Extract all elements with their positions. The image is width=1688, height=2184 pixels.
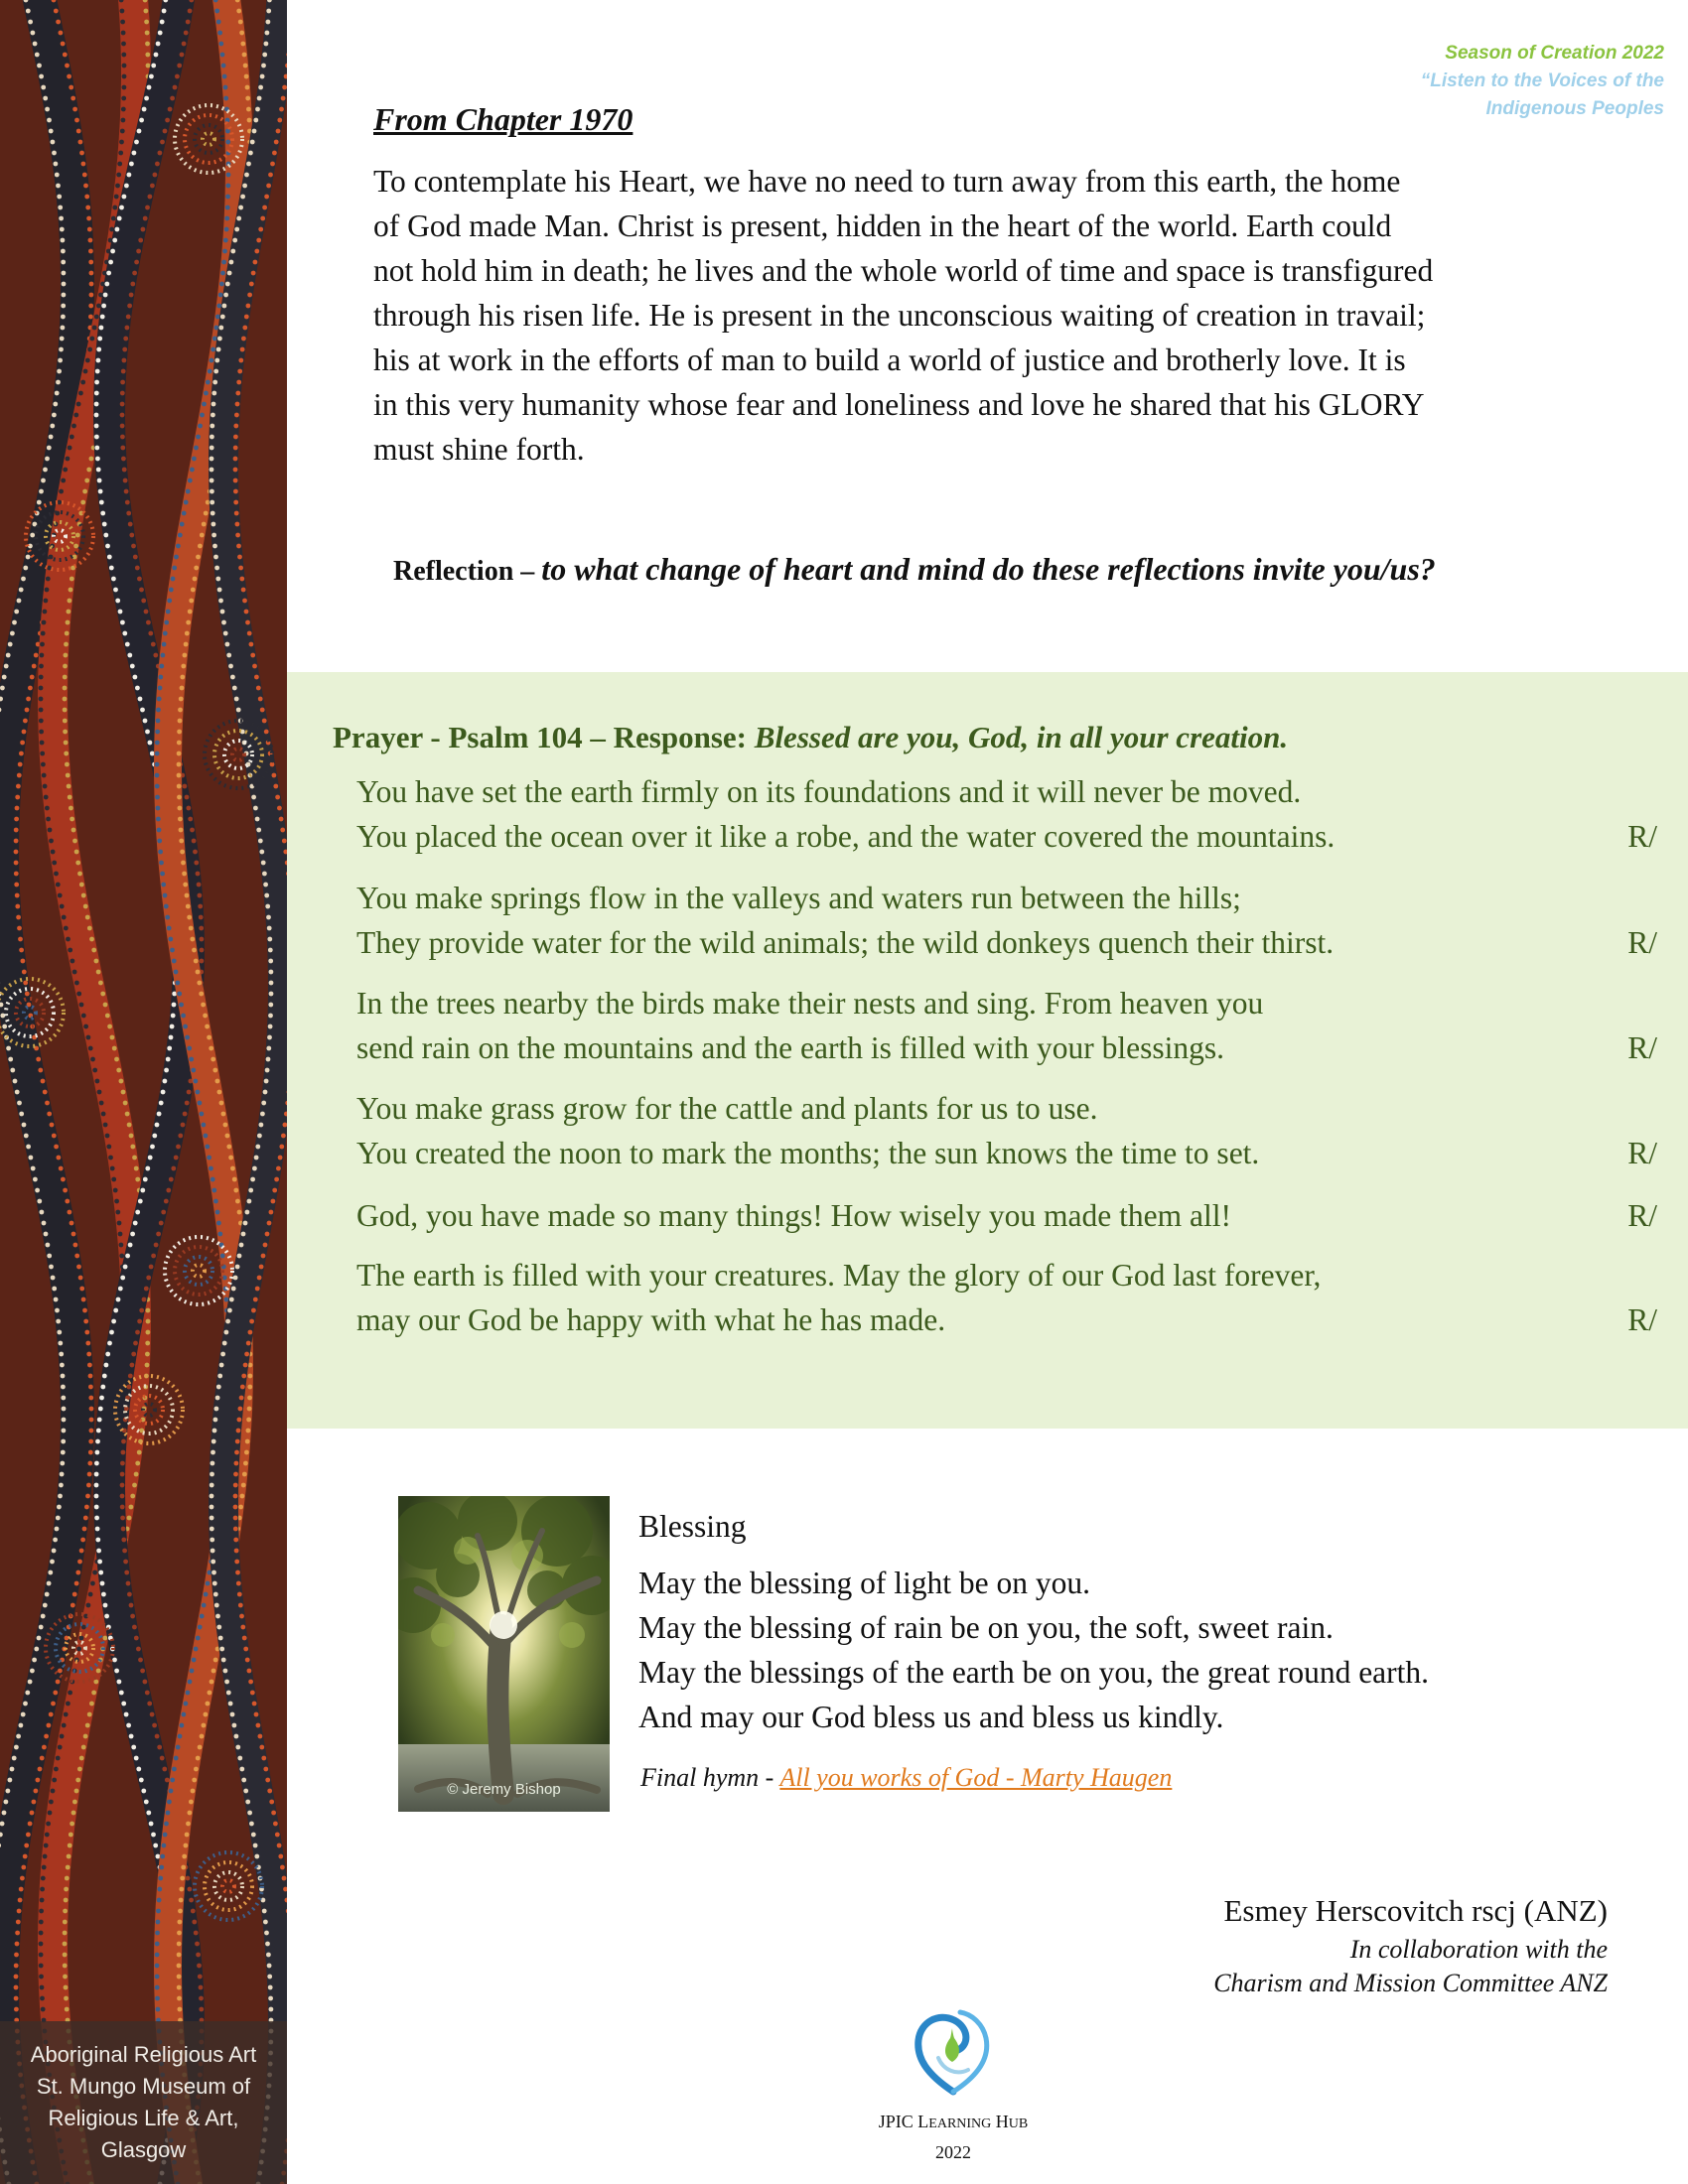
verse-line: You placed the ocean over it like a robe, and the water covered the mountains. [356,819,1336,854]
hub-year: 2022 [935,2142,971,2162]
hub-text-c: H [991,2112,1009,2131]
blessing-line: May the blessing of light be on you. [638,1566,1090,1600]
psalm-verse [356,1086,1657,1175]
verse-line: God, you have made so many things! How wisely you made them all! [356,1198,1231,1233]
blessing-line: May the blessings of the earth be on you, the great round earth. [638,1655,1430,1690]
verse-line: The earth is filled with your creatures. May the glory of our God last forever, [356,1258,1322,1293]
reflection-question: to what change of heart and mind do these reflections invite you/us? [541,551,1436,587]
verse-line: You have set the earth firmly on its foundations and it will never be moved. [356,774,1302,809]
chapter-line: through his risen life. He is present in the unconscious waiting of creation in travail; [373,298,1426,333]
psalm-verse [356,876,1657,965]
chapter-heading: From Chapter 1970 [373,101,633,137]
season-theme-line2: Indigenous Peoples [1485,98,1664,119]
tree-photo [398,1496,610,1812]
response-marker: R/ [1627,1198,1657,1233]
collaboration-line: In collaboration with the [1349,1935,1608,1964]
prayer-panel [287,672,1688,1429]
response-marker: R/ [1627,1030,1657,1065]
season-theme-line1: “Listen to the Voices of the [1420,70,1664,91]
chapter-line: in this very humanity whose fear and loneliness and love he shared that his GLORY [373,387,1425,422]
final-hymn [640,1763,1172,1793]
blessing-text [638,1504,1429,1739]
response-marker: R/ [1627,1302,1657,1337]
jpic-logo [854,2000,1053,2163]
verse-line: send rain on the mountains and the earth is filled with your blessings. [356,1030,1224,1065]
season-title: Season of Creation 2022 [1445,43,1664,64]
verse-line: You created the noon to mark the months; the sun knows the time to set. [356,1136,1260,1170]
verse-line: You make springs flow in the valleys and waters run between the hills; [356,881,1241,915]
heart-drop-logo-icon [909,2000,998,2100]
reflection-prompt [393,551,1436,588]
tree-illustration [398,1496,610,1812]
verse-line: may our God be happy with what he has made. [356,1302,946,1337]
blessing-line: And may our God bless us and bless us kindly. [638,1700,1224,1734]
season-header [1421,40,1664,123]
psalm-verse [356,1193,1657,1238]
aboriginal-art-strip [0,0,287,2184]
photo-credit: © Jeremy Bishop [447,1781,561,1798]
response-marker: R/ [1627,1136,1657,1170]
aboriginal-art-image [0,0,287,2184]
reflection-label: Reflection – [393,556,542,587]
signature-block [1213,1889,1608,2000]
hymn-link[interactable]: All you works of God - Marty Haugen [779,1763,1173,1792]
art-caption-line: St. Mungo Museum of [36,2074,251,2099]
chapter-line: his at work in the efforts of man to build a world of justice and brotherly love. It is [373,342,1406,377]
verse-line: You make grass grow for the cattle and plants for us to use. [356,1091,1098,1126]
art-caption-line: Glasgow [100,2137,187,2162]
chapter-line: To contemplate his Heart, we have no need to turn away from this earth, the home [373,164,1401,199]
chapter-line: of God made Man. Christ is present, hidden in the heart of the world. Earth could [373,208,1392,243]
hub-text-d: UB [1008,2116,1029,2131]
blessing-title: Blessing [638,1509,747,1544]
response-marker: R/ [1627,819,1657,854]
prayer-response: Blessed are you, God, in all your creation. [754,720,1289,754]
response-marker: R/ [1627,925,1657,960]
committee-line: Charism and Mission Committee ANZ [1213,1969,1608,1997]
hub-text-a: JPIC L [878,2112,929,2131]
art-caption [0,2021,287,2184]
hub-text-b: EARNING [928,2116,992,2131]
verse-line: In the trees nearby the birds make their nests and sing. From heaven you [356,986,1264,1021]
chapter-line: must shine forth. [373,432,585,467]
chapter-paragraph [373,159,1595,472]
hymn-label: Final hymn - [640,1763,780,1792]
blessing-line: May the blessing of rain be on you, the soft, sweet rain. [638,1610,1334,1645]
psalm-verse [356,769,1657,859]
psalm-verse [356,981,1657,1070]
psalm-verse [356,1253,1657,1342]
author-name: Esmey Herscovitch rscj (ANZ) [1223,1893,1608,1928]
learning-hub-label [854,2111,1053,2135]
prayer-title [333,720,1288,755]
chapter-line: not hold him in death; he lives and the whole world of time and space is transfigured [373,253,1434,288]
prayer-label: Prayer - Psalm 104 – Response: [333,720,755,754]
verse-line: They provide water for the wild animals; the wild donkeys quench their thirst. [356,925,1335,960]
art-caption-line: Aboriginal Religious Art [30,2042,257,2067]
art-caption-line: Religious Life & Art, [48,2106,239,2130]
